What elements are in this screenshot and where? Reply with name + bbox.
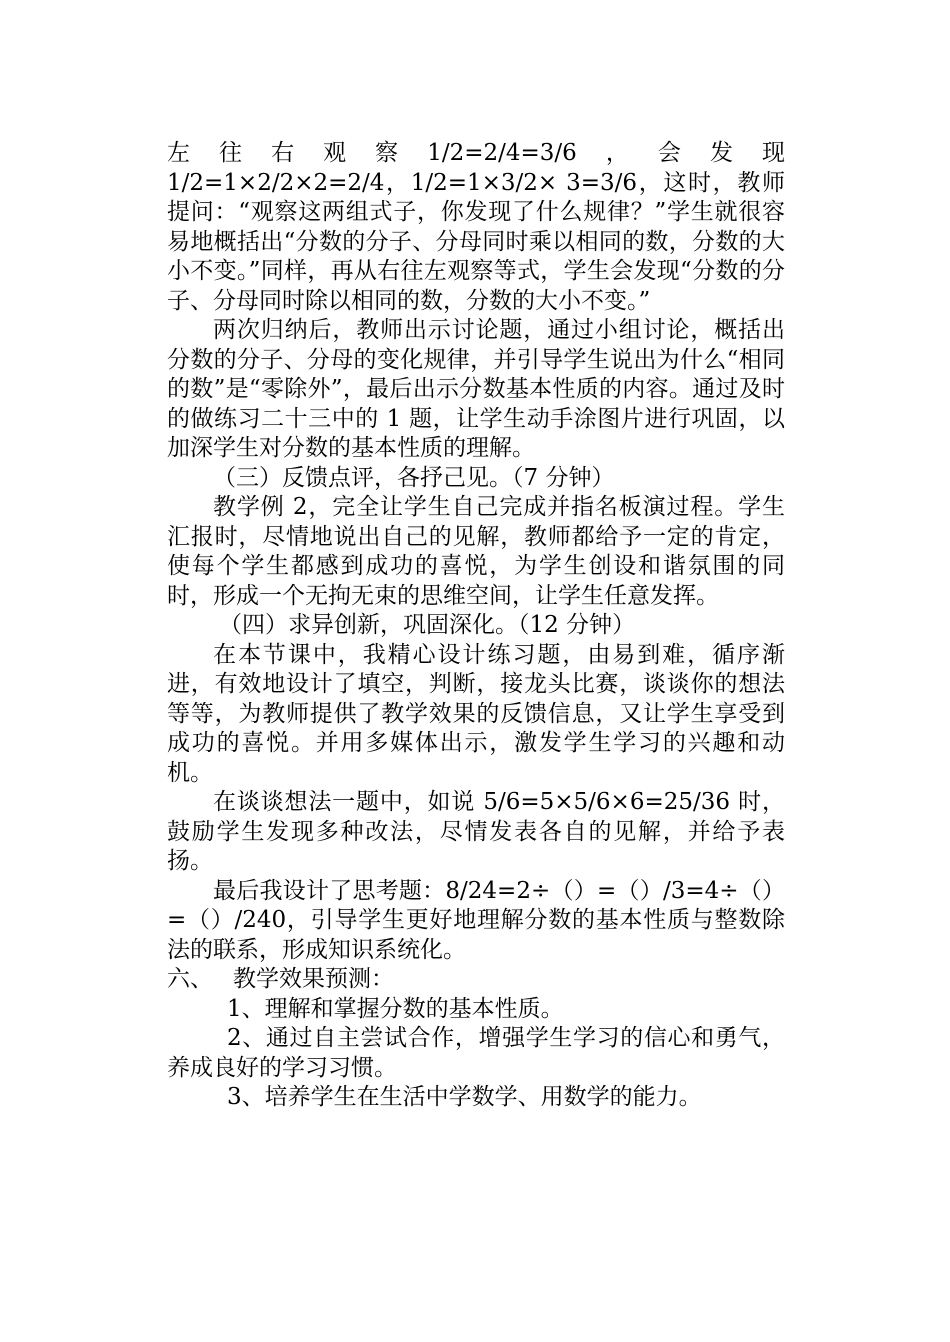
list-item: 1、理解和掌握分数的基本性质。 bbox=[227, 995, 564, 1022]
list-item: 3、培养学生在生活中学数学、用数学的能力。 bbox=[227, 1084, 702, 1110]
paragraph-think-question: 最后我设计了思考题：8/24=2÷（）=（）/3=4÷（）=（）/240，引导学生更好地理解分数的基本性质与整数除法的联系，形成知识系统化。 bbox=[167, 877, 785, 963]
paragraph-induction: 两次归纳后，教师出示讨论题，通过小组讨论，概括出分数的分子、分母的变化规律，并引导学生说出为什么“相同的数”是“零除外”，最后出示分数基本性质的内容。通过及时的做练习二十三中的 1 题，让学生动手涂图片进行巩固，以加深学生对分数的基本性质的理解。 bbox=[167, 317, 785, 461]
section-heading-6 bbox=[167, 965, 785, 995]
paragraph-exercises: 在本节课中，我精心设计练习题，由易到难，循序渐进，有效地设计了填空，判断，接龙头比赛，谈谈你的想法等等，为教师提供了教学效果的反馈信息，又让学生享受到成功的喜悦。并用多媒体出示，激发学生学习的兴趣和动机。 bbox=[167, 641, 785, 786]
section-title: 教学效果预测： bbox=[233, 966, 394, 992]
paragraph-observe-line1: 左往右观察1/2=2/4=3/6，会发现 bbox=[167, 140, 785, 166]
section-heading-4: （四）求异创新，巩固深化。（12 分钟） bbox=[219, 612, 636, 638]
section-heading-3: （三）反馈点评，各抒己见。（7 分钟） bbox=[213, 464, 615, 491]
document-page bbox=[167, 139, 785, 1113]
list-item: 2、通过自主尝试合作，增强学生学习的信心和勇气，养成良好的学习习惯。 bbox=[167, 1025, 785, 1081]
paragraph-example2: 教学例 2，完全让学生自己完成并指名板演过程。学生汇报时，尽情地说出自己的见解，教师都给予一定的肯定，使每个学生都感到成功的喜悦，为学生创设和谐氛围的同时，形成一个无拘无束的思维空间，让学生任意发挥。 bbox=[167, 494, 785, 609]
section-number: 六、 bbox=[167, 966, 213, 992]
paragraph-talk-ideas: 在谈谈想法一题中，如说 5/6=5×5/6×6=25/36 时，鼓励学生发现多种改法，尽情发表各自的见解，并给予表扬。 bbox=[167, 789, 785, 874]
paragraph-observe-rest: 1/2=1×2/2×2=2/4，1/2=1×3/2× 3=3/6，这时，教师提问：“观察这两组式子，你发现了什么规律？”学生就很容易地概括出“分数的分子、分母同时乘以相同的数，分数的大小不变。”同样，再从右往左观察等式，学生会发现“分数的分子、分母同时除以相同的数，分数的大小不变。” bbox=[167, 169, 785, 314]
